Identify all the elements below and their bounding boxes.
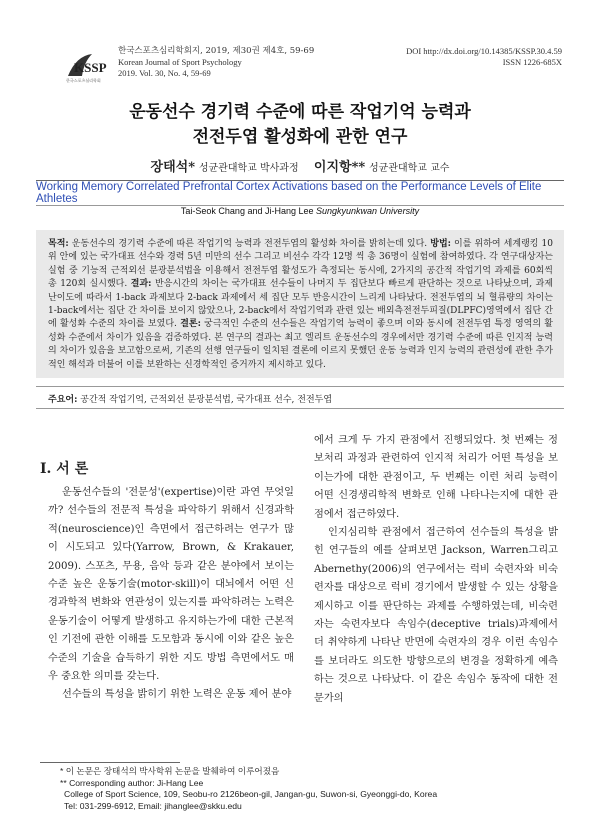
keywords [48, 392, 332, 405]
author-2-affiliation: 성균관대학교 교수 [369, 163, 450, 174]
english-affiliation: Sungkyunkwan University [316, 206, 420, 216]
journal-volume: 2019. Vol. 30, No. 4, 59-69 [118, 68, 211, 78]
english-author-names: Tai-Seok Chang and Ji-Hang Lee [180, 206, 314, 216]
journal-logo [64, 50, 120, 84]
journal-identifiers [406, 46, 562, 68]
body-left-paragraph-1: 운동선수들의 '전문성'(expertise)이란 과연 무엇일까? 선수들의 전문적 특성을 파악하기 위해서 신경과학적(neuroscience)인 측면에서 접근하려는 연구가 많이 시도되고 있다(Yarrow, Brown, & Krakauer, 2009). 스포츠, 무용, 음악 등과 같은 분야에서 보이는 수준 높은 운동기술(motor-skill)이 대뇌에서 어떤 신경과학적 변화와 연관성이 있는지를 파악하려는 노력은 운동기술이 어떻게 발생하고 유지하는가에 대한 근본적인 기전에 관한 이해를 도모함과 동시에 이와 같은 높은 수준의 기술을 습득하기 위한 지도 방법 측면에서도 매우 중요한 의미를 갖는다. [48, 487, 294, 683]
abstract-method-text: 이를 위하여 세계랭킹 10위 안에 있는 국가대표 선수와 경력 5년 미만의 선수 그리고 비선수 각각 12명 씩 총 36명이 실험에 참여하였다. 각 연구대상자는 실험 중 기능적 근적외선 분광분석법을 이용해서 전전두엽 활성도가 측정되는 동시에, 2가지의 공간적 작업기억 과제를 60회씩 총 120회 실시했다. [48, 239, 553, 290]
footnote-3: College of Sport Science, 109, Seobu-ro 2126beon-gil, Jangan-gu, Suwon-si, Gyeonggi-do, Korea [64, 789, 438, 799]
abstract-result-text: 반응시간의 차이는 국가대표 선수들이 나머지 두 집단보다 빠르게 판단하는 것으로 나타났으며, 과제 난이도에 따라서 1-back 과제보다 2-back 과제에서 세 집단 모두 반응시간이 느리게 나타났다. 전전두엽의 뇌 혈류량의 차이는 1-back에서는 집단 간 차이를 보이지 않았으나, 2-back에서 작업기억과 관련 있는 배외측전전두피질(DLPFC)영역에서 집단 간에 활성화 수준의 차이를 보였다. [48, 279, 553, 330]
body-left-column [48, 484, 294, 705]
author-1-name: 장태석* [150, 160, 196, 175]
journal-en: Korean Journal of Sport Psychology [118, 57, 242, 67]
title-line-2: 전전두엽 활성화에 관한 연구 [192, 127, 408, 147]
logo-text: KSSP [74, 60, 107, 75]
body-left-paragraph-2: 선수들의 특성을 밝히기 위한 노력은 운동 제어 분야 [62, 689, 292, 701]
abstract-purpose-text: 운동선수의 경기력 수준에 따른 작업기억 능력과 전전두엽의 활성화 차이를 밝히는데 있다. [68, 239, 431, 249]
keywords-bottom-rule [36, 408, 564, 409]
footnote-1: * 이 논문은 장태석의 박사학위 논문을 발췌하여 이루어졌음 [60, 766, 280, 776]
keywords-text: 공간적 작업기억, 근적외선 분광분석법, 국가대표 선수, 전전두엽 [77, 395, 333, 405]
section-heading: I. 서 론 [40, 461, 89, 477]
title-line-1: 운동선수 경기력 수준에 따른 작업기억 능력과 [129, 102, 471, 122]
english-title-text: Working Memory Correlated Prefrontal Cortex Activations based on the Performance Levels of Elite Athletes [36, 181, 542, 205]
abstract-method-label: 방법: [430, 239, 451, 249]
keywords-label: 주요어: [48, 395, 78, 405]
english-authors [40, 206, 560, 216]
author-list [40, 156, 560, 175]
body-right-paragraph-2: 인지심리학 관점에서 접근하여 선수들의 특성을 밝힌 연구들의 예를 살펴보면 Jackson, Warren그리고 Abernethy(2006)의 연구에서는 럭비 숙련자와 비숙련자를 대상으로 럭비 경기에서 발생할 수 있는 상황을 제시하고 이를 판단하는 과제를 수행하였는데, 비숙련자는 숙련자보다 속임수(deceptive trials)과제에서 더 취약하게 나타난 반면에 숙련자의 경우 이런 속임수를 보더라도 의도한 방향으로의 변경을 정확하게 예측하는 것으로 나타났다. 이 같은 속임수 동작에 대한 전문가의 [314, 527, 558, 704]
english-title [36, 180, 564, 206]
keywords-top-rule [36, 386, 564, 387]
abstract-result-label: 결과: [130, 279, 152, 290]
issn: ISSN 1226-685X [502, 57, 562, 67]
abstract-purpose-label: 목적: [48, 239, 69, 249]
journal-ko: 한국스포츠심리학회지, 2019, 제30권 제4호, 59-69 [118, 46, 315, 56]
journal-citation [118, 46, 314, 79]
author-2-name: 이지항** [313, 160, 366, 175]
paper-title [40, 100, 560, 150]
abstract-conclusion-text: 궁극적인 수준의 선수들은 작업기억 능력이 좋으며 이와 동시에 전전두엽 특정 영역의 활성화 수준에서 차이가 있음을 검증하였다. 본 연구의 결과는 최고 엘리트 운동선수의 경우에서만 경기력 수준에 따른 인지적 능력의 차이가 있음을 보고함으로써, 기존의 선행 연구들이 일치된 결론에 이르지 못했던 운동 능력과 인지 능력의 관련성에 관한 추가적인 해석과 더불어 이를 보완하는 신경학적인 증거까지 제시하고 있다. [48, 319, 553, 370]
doi: DOI http://dx.doi.org/10.14385/KSSP.30.4.59 [406, 46, 562, 56]
abstract-conclusion-label: 결론: [180, 319, 201, 330]
logo-subtext: 한국스포츠심리학회 [66, 78, 101, 83]
author-1-affiliation: 성균관대학교 박사과정 [198, 163, 299, 174]
footnote-rule [40, 762, 180, 763]
kssp-logo-icon [64, 50, 120, 84]
footnote-2: ** Corresponding author: Ji-Hang Lee [60, 777, 204, 788]
body-right-column [314, 432, 558, 708]
abstract [48, 238, 553, 372]
footnotes [60, 766, 437, 812]
footnote-4: Tel: 031-299-6912, Email: jihanglee@skku.edu [64, 800, 242, 811]
body-right-paragraph-1: 에서 크게 두 가지 관점에서 진행되었다. 첫 번째는 정보처리 과정과 관련하여 인지적 처리가 어떤 특성을 보이는가에 대한 관점이고, 두 번째는 이런 처리 능력이 어떤 신경생리학적 변화로 인해 나타나는지에 대한 관점에서 접근하였다. [314, 435, 558, 520]
